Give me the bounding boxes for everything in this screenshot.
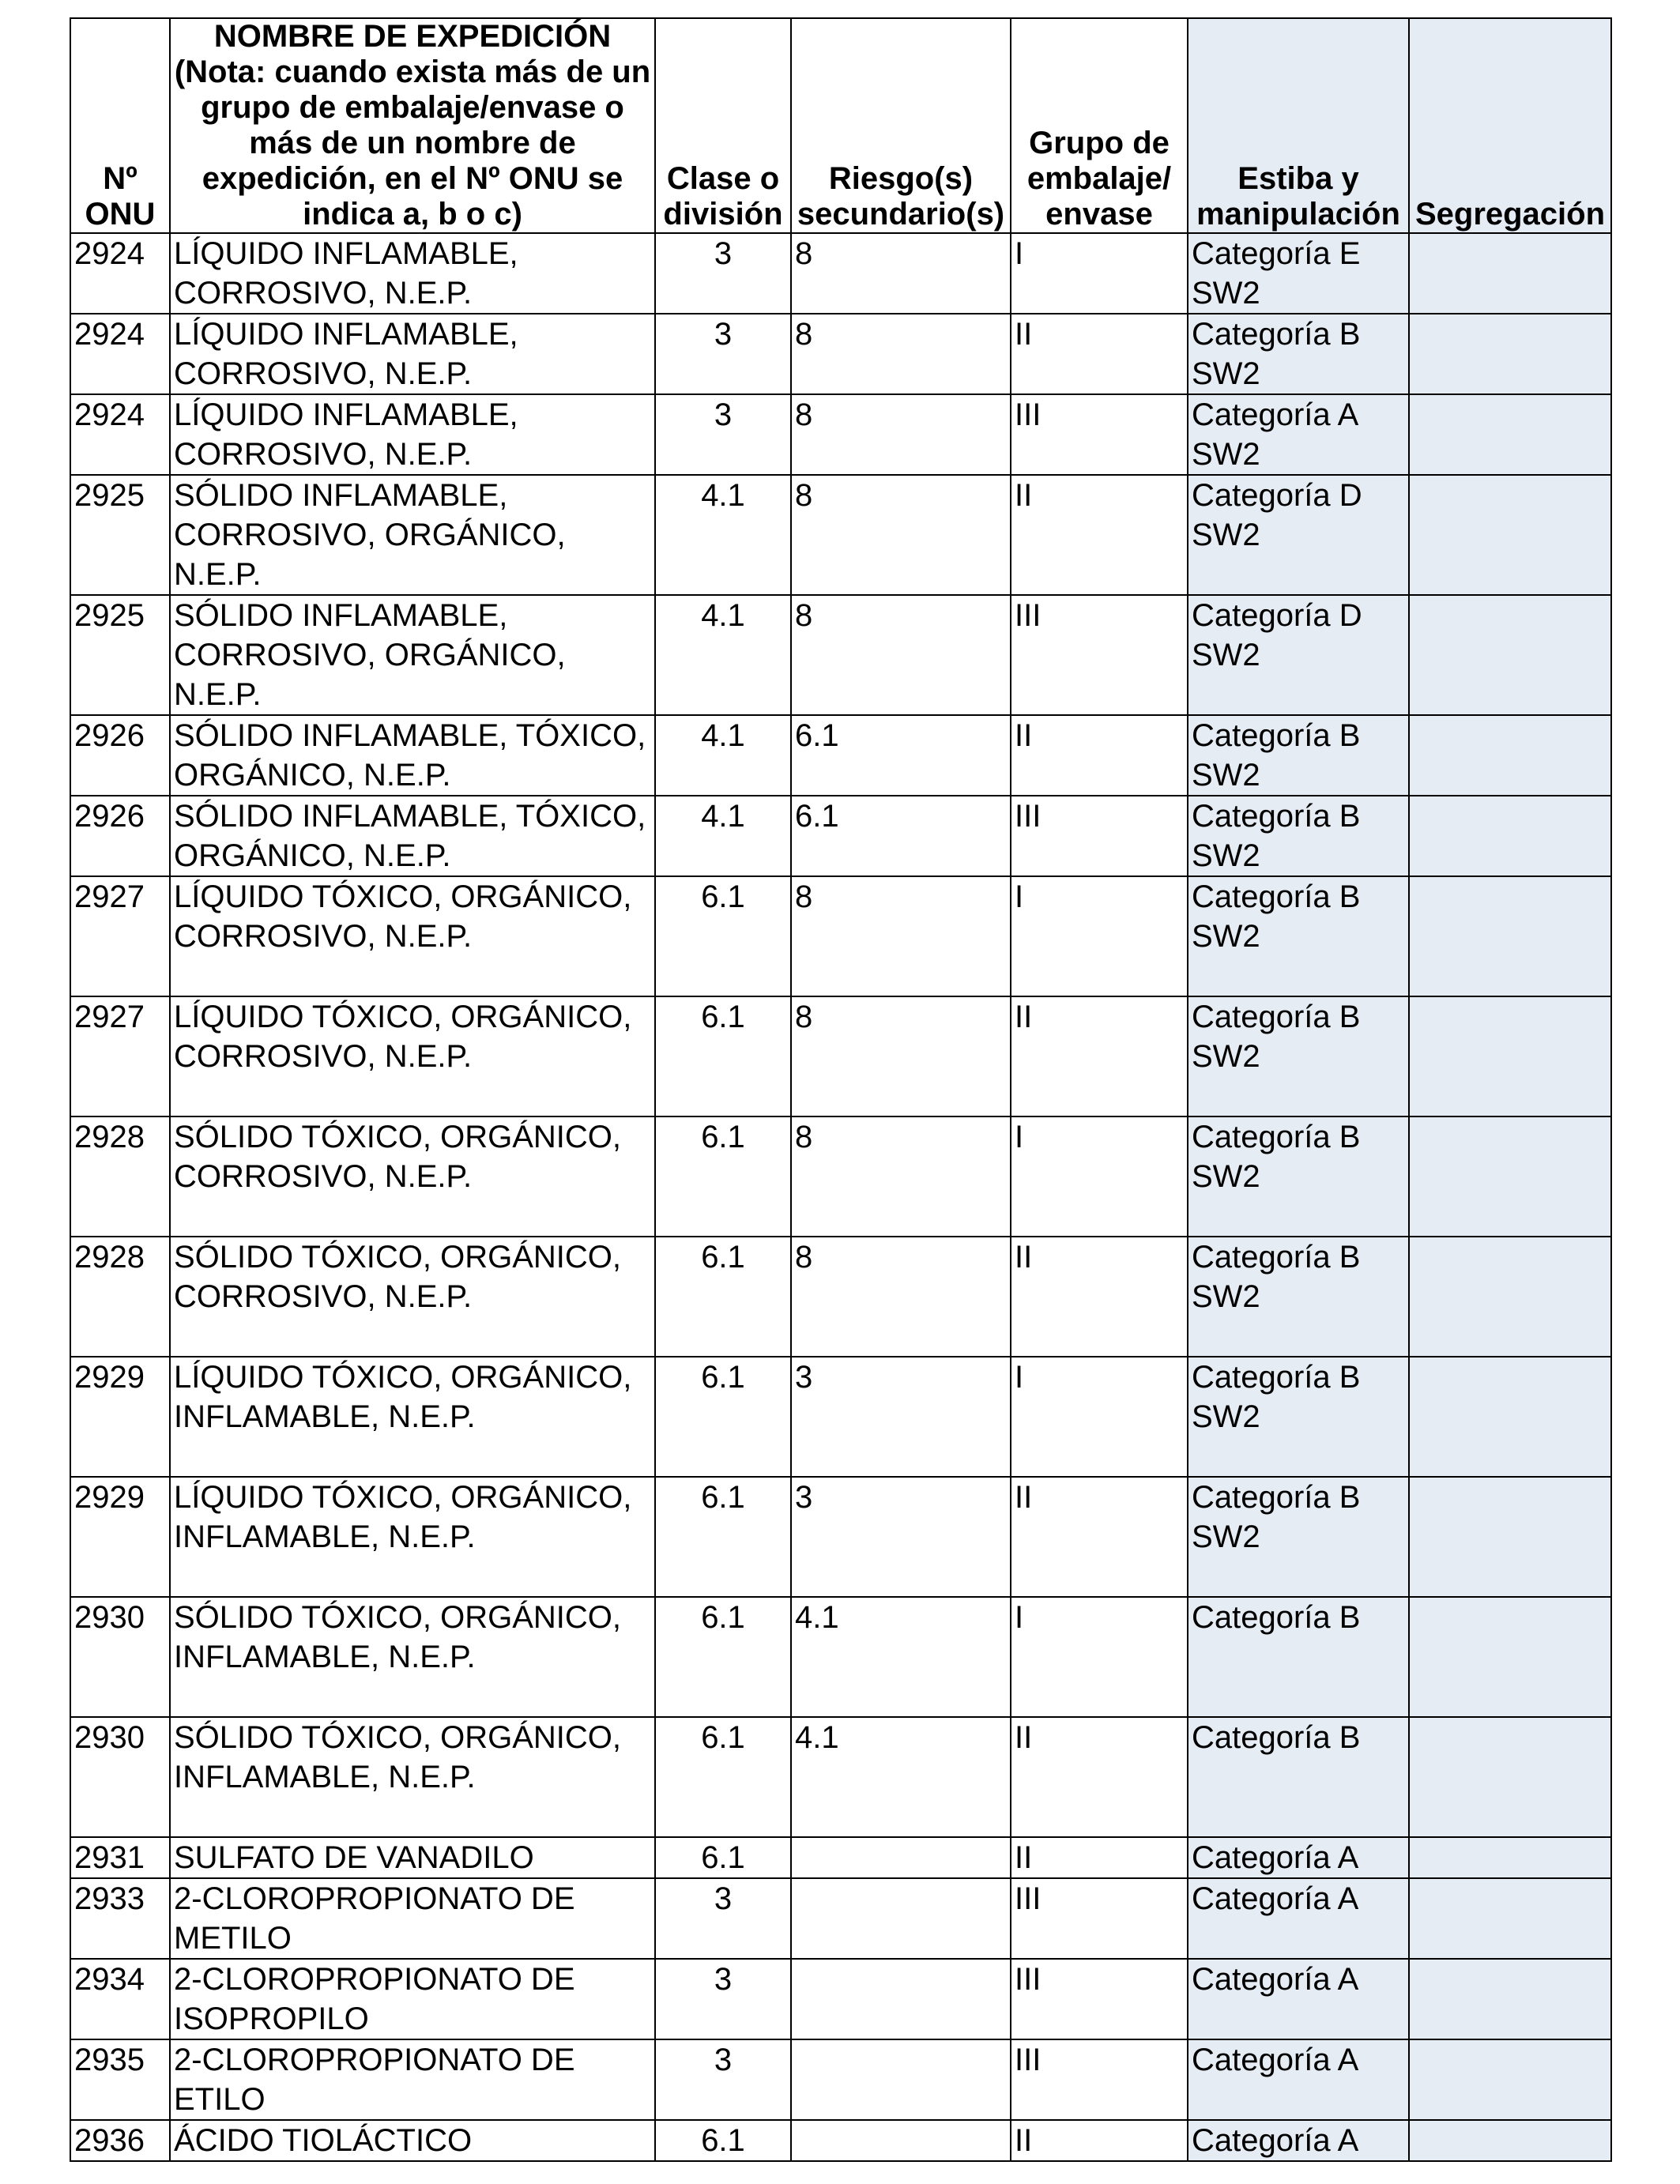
cell-onu: 2924 [70,394,170,475]
cell-segregation [1409,2120,1611,2161]
table-row [70,1878,1611,1959]
cell-group: II [1011,475,1188,595]
cell-segregation [1409,1116,1611,1237]
cell-risk: 6.1 [791,715,1011,796]
cell-risk: 4.1 [791,1597,1011,1717]
table-row [70,1237,1611,1357]
cell-segregation [1409,796,1611,876]
cell-name: SÓLIDO INFLAMABLE, CORROSIVO, ORGÁNICO, N.E.P. [170,595,655,715]
cell-onu: 2929 [70,1357,170,1477]
cell-stowage: Categoría B [1188,1597,1409,1717]
table-row [70,475,1611,595]
cell-segregation [1409,1717,1611,1837]
header-onu: Nº ONU [70,18,170,233]
cell-segregation [1409,1237,1611,1357]
cell-group: I [1011,1357,1188,1477]
cell-name: LÍQUIDO INFLAMABLE, CORROSIVO, N.E.P. [170,314,655,394]
cell-segregation [1409,233,1611,314]
header-row [70,18,1611,233]
table-row [70,1959,1611,2039]
cell-class: 3 [655,233,791,314]
cell-segregation [1409,1477,1611,1597]
table-row [70,996,1611,1116]
cell-risk [791,1878,1011,1959]
table-row [70,715,1611,796]
cell-stowage: Categoría B SW2 [1188,1357,1409,1477]
cell-stowage: Categoría A [1188,1959,1409,2039]
cell-class: 3 [655,1959,791,2039]
cell-stowage: Categoría B SW2 [1188,876,1409,996]
cell-onu: 2935 [70,2039,170,2120]
cell-class: 4.1 [655,475,791,595]
cell-risk: 6.1 [791,796,1011,876]
cell-name: SÓLIDO TÓXICO, ORGÁNICO, CORROSIVO, N.E.P. [170,1237,655,1357]
cell-name: 2-CLOROPROPIONATO DE METILO [170,1878,655,1959]
cell-group: I [1011,876,1188,996]
header-group: Grupo de embalaje/ envase [1011,18,1188,233]
cell-onu: 2929 [70,1477,170,1597]
cell-risk [791,1959,1011,2039]
cell-name: 2-CLOROPROPIONATO DE ETILO [170,2039,655,2120]
cell-stowage: Categoría A [1188,1878,1409,1959]
cell-group: II [1011,1237,1188,1357]
cell-segregation [1409,876,1611,996]
cell-risk: 3 [791,1357,1011,1477]
cell-group: III [1011,595,1188,715]
cell-onu: 2928 [70,1116,170,1237]
cell-risk: 4.1 [791,1717,1011,1837]
cell-onu: 2927 [70,876,170,996]
cell-onu: 2925 [70,475,170,595]
cell-group: I [1011,1116,1188,1237]
cell-stowage: Categoría B SW2 [1188,996,1409,1116]
cell-group: III [1011,1878,1188,1959]
cell-segregation [1409,595,1611,715]
cell-stowage: Categoría B SW2 [1188,1116,1409,1237]
cell-group: I [1011,1597,1188,1717]
cell-onu: 2936 [70,2120,170,2161]
cell-name: 2-CLOROPROPIONATO DE ISOPROPILO [170,1959,655,2039]
cell-stowage: Categoría B SW2 [1188,314,1409,394]
cell-class: 4.1 [655,796,791,876]
cell-class: 6.1 [655,1116,791,1237]
cell-name: LÍQUIDO INFLAMABLE, CORROSIVO, N.E.P. [170,233,655,314]
cell-name: LÍQUIDO TÓXICO, ORGÁNICO, INFLAMABLE, N.E.P. [170,1477,655,1597]
cell-class: 4.1 [655,595,791,715]
header-class: Clase o división [655,18,791,233]
cell-class: 6.1 [655,1597,791,1717]
cell-segregation [1409,715,1611,796]
cell-risk: 8 [791,595,1011,715]
cell-group: III [1011,1959,1188,2039]
cell-risk: 3 [791,1477,1011,1597]
cell-risk [791,1837,1011,1878]
cell-stowage: Categoría A [1188,1837,1409,1878]
cell-class: 6.1 [655,996,791,1116]
table-row [70,1116,1611,1237]
cell-segregation [1409,314,1611,394]
cell-group: II [1011,314,1188,394]
cell-segregation [1409,1837,1611,1878]
cell-class: 6.1 [655,1237,791,1357]
cell-risk: 8 [791,876,1011,996]
cell-stowage: Categoría B SW2 [1188,1237,1409,1357]
cell-name: LÍQUIDO INFLAMABLE, CORROSIVO, N.E.P. [170,394,655,475]
cell-segregation [1409,1959,1611,2039]
cell-name: SÓLIDO INFLAMABLE, CORROSIVO, ORGÁNICO, N.E.P. [170,475,655,595]
cell-risk: 8 [791,1116,1011,1237]
cell-name: SÓLIDO TÓXICO, ORGÁNICO, INFLAMABLE, N.E.P. [170,1717,655,1837]
cell-group: II [1011,715,1188,796]
cell-stowage: Categoría D SW2 [1188,475,1409,595]
table-row [70,233,1611,314]
cell-onu: 2926 [70,715,170,796]
table-row [70,876,1611,996]
cell-class: 6.1 [655,1717,791,1837]
cell-onu: 2924 [70,233,170,314]
cell-segregation [1409,996,1611,1116]
cell-name: SULFATO DE VANADILO [170,1837,655,1878]
cell-risk: 8 [791,314,1011,394]
cell-class: 6.1 [655,1357,791,1477]
cell-segregation [1409,1357,1611,1477]
cell-risk [791,2039,1011,2120]
cell-segregation [1409,475,1611,595]
cell-class: 3 [655,394,791,475]
table-row [70,394,1611,475]
cell-group: III [1011,394,1188,475]
cell-segregation [1409,394,1611,475]
cell-name: SÓLIDO INFLAMABLE, TÓXICO, ORGÁNICO, N.E.P. [170,715,655,796]
cell-group: II [1011,1477,1188,1597]
cell-name: LÍQUIDO TÓXICO, ORGÁNICO, CORROSIVO, N.E.P. [170,996,655,1116]
cell-onu: 2924 [70,314,170,394]
table-row [70,1597,1611,1717]
table-row [70,595,1611,715]
table-header [70,18,1611,233]
cell-class: 6.1 [655,2120,791,2161]
cell-stowage: Categoría B SW2 [1188,715,1409,796]
dangerous-goods-table [70,17,1612,2162]
cell-name: ÁCIDO TIOLÁCTICO [170,2120,655,2161]
cell-stowage: Categoría A [1188,2120,1409,2161]
cell-group: II [1011,996,1188,1116]
cell-stowage: Categoría B SW2 [1188,1477,1409,1597]
cell-group: III [1011,796,1188,876]
cell-class: 3 [655,314,791,394]
header-stowage: Estiba y manipulación [1188,18,1409,233]
cell-stowage: Categoría B [1188,1717,1409,1837]
table-row [70,314,1611,394]
cell-onu: 2930 [70,1717,170,1837]
cell-name: LÍQUIDO TÓXICO, ORGÁNICO, CORROSIVO, N.E.P. [170,876,655,996]
header-segregation: Segregación [1409,18,1611,233]
cell-onu: 2926 [70,796,170,876]
cell-risk: 8 [791,233,1011,314]
cell-stowage: Categoría B SW2 [1188,796,1409,876]
table-row [70,1477,1611,1597]
cell-name: LÍQUIDO TÓXICO, ORGÁNICO, INFLAMABLE, N.E.P. [170,1357,655,1477]
cell-class: 3 [655,1878,791,1959]
cell-segregation [1409,2039,1611,2120]
header-name: NOMBRE DE EXPEDICIÓN (Nota: cuando exista más de un grupo de embalaje/envase o más de un nombre de expedición, en el Nº ONU se indica a, b o c) [170,18,655,233]
cell-class: 4.1 [655,715,791,796]
cell-risk: 8 [791,1237,1011,1357]
table-row [70,2039,1611,2120]
table-body [70,233,1611,2161]
cell-stowage: Categoría A [1188,2039,1409,2120]
cell-group: I [1011,233,1188,314]
cell-onu: 2927 [70,996,170,1116]
cell-name: SÓLIDO TÓXICO, ORGÁNICO, INFLAMABLE, N.E.P. [170,1597,655,1717]
cell-name: SÓLIDO TÓXICO, ORGÁNICO, CORROSIVO, N.E.P. [170,1116,655,1237]
cell-stowage: Categoría A SW2 [1188,394,1409,475]
cell-class: 6.1 [655,876,791,996]
table-row [70,796,1611,876]
table-row [70,1717,1611,1837]
cell-onu: 2934 [70,1959,170,2039]
cell-group: II [1011,2120,1188,2161]
cell-risk: 8 [791,996,1011,1116]
cell-onu: 2930 [70,1597,170,1717]
cell-stowage: Categoría E SW2 [1188,233,1409,314]
cell-risk: 8 [791,394,1011,475]
header-risk: Riesgo(s) secundario(s) [791,18,1011,233]
cell-onu: 2928 [70,1237,170,1357]
table-row [70,1357,1611,1477]
cell-class: 3 [655,2039,791,2120]
cell-onu: 2933 [70,1878,170,1959]
cell-segregation [1409,1878,1611,1959]
cell-class: 6.1 [655,1837,791,1878]
cell-name: SÓLIDO INFLAMABLE, TÓXICO, ORGÁNICO, N.E.P. [170,796,655,876]
cell-group: II [1011,1837,1188,1878]
cell-stowage: Categoría D SW2 [1188,595,1409,715]
cell-group: III [1011,2039,1188,2120]
cell-risk [791,2120,1011,2161]
cell-class: 6.1 [655,1477,791,1597]
table-row [70,1837,1611,1878]
table-row [70,2120,1611,2161]
cell-risk: 8 [791,475,1011,595]
cell-onu: 2931 [70,1837,170,1878]
cell-onu: 2925 [70,595,170,715]
cell-segregation [1409,1597,1611,1717]
cell-group: II [1011,1717,1188,1837]
